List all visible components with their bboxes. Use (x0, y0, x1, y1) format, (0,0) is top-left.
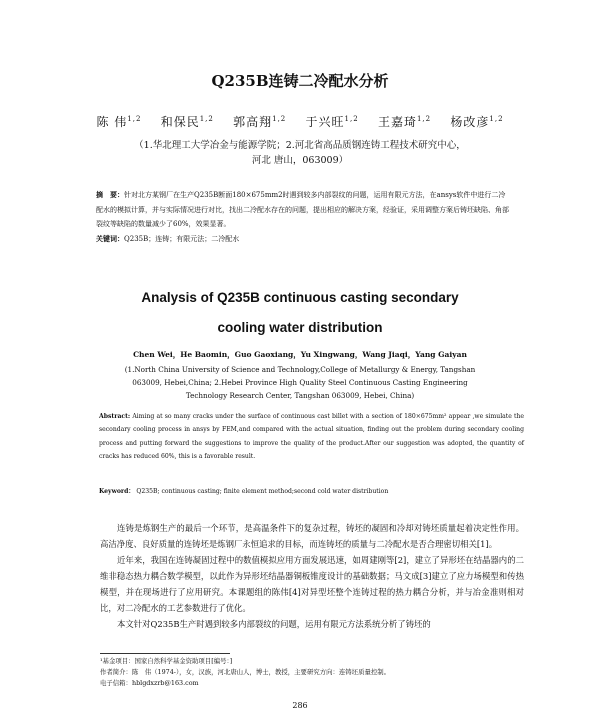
cn-affiliation-line: （1.华北理工大学冶金与能源学院；2.河北省高品质钢连铸工程技术研究中心， (134, 140, 466, 151)
cn-abstract-text: 针对北方某钢厂在生产Q235B断面180×675mm2时遇到较多内部裂纹的问题，运用有限元方法，在ansys软件中进行二冷配水的模拟计算，并与实际情况进行对比，找出二冷配水存在的问题，提出相应的解决方案，经验证，采用调整方案后铸坯缺陷、角部裂纹等缺陷的数量减少了60%，效果显著。 (96, 191, 509, 228)
cn-author: 于兴旺$^{1,2}$ (305, 115, 359, 129)
footnote-email: 电子信箱：hblgdxzrb@163.com (100, 679, 199, 687)
cn-keywords-text: Q235B；连铸；有限元法；二冷配水 (124, 234, 240, 243)
cn-abstract-body (96, 188, 510, 232)
en-affiliation-line: 063009, Hebei,China; 2.Hebei Province High Quality Steel Continuous Casting Engineering (132, 378, 468, 387)
body-paragraph: 本文针对Q235B生产时遇到较多内部裂纹的问题，运用有限元方法系统分析了铸坯的 (117, 619, 431, 629)
cn-abstract (96, 188, 510, 246)
body-paragraph: 连铸是炼钢生产的最后一个环节，是高温条件下的复杂过程，铸坯的凝固和冷却对铸坯质量起着决定性作用。高洁净度、良好质量的连铸坯是炼钢厂永恒追求的目标，而连铸坯的质量与二冷配水是否合理密切相关[1]。 (100, 523, 524, 549)
cn-keywords (96, 232, 510, 247)
cn-abstract-label: 摘 要： (96, 190, 124, 199)
footnote-author-bio: 作者简介：陈 伟（1974-），女，汉族，河北唐山人，博士，教授，主要研究方向：连铸坯质量控制。 (100, 668, 391, 676)
cn-title: Q235B连铸二冷配水分析 (211, 72, 389, 90)
en-abstract-text: Aiming at so many cracks under the surface of continuous cast billet with a section of 180×675mm² appear ,we simulate the secondary cooling process in ansys by FEM,and compared with the actual situation, finding out the problem during secondary cooling process and putting forward the suggestions to improve the quality of the product.After our suggestion was adopted, the quantity of cracks has reduced 60%, this is a favorable result. (99, 413, 525, 461)
cn-keywords-label: 关键词： (96, 233, 124, 243)
en-keywords-label: Keyword： (99, 488, 135, 495)
cn-author: 陈 伟$^{1,2}$ (96, 115, 142, 129)
en-abstract-label: Abstract: (99, 413, 131, 420)
en-affiliation (88, 363, 512, 402)
en-abstract (99, 410, 524, 464)
cn-author: 杨改彦$^{1,2}$ (450, 115, 504, 129)
cn-author: 郭高翔$^{1,2}$ (233, 115, 287, 129)
body-text (100, 520, 524, 632)
cn-author-list (40, 113, 560, 130)
cn-affiliation (60, 138, 540, 168)
en-keywords-text: Q235B; continuous casting; finite element method;second cold water distribution (136, 488, 389, 495)
en-authors: Chen Wei，He Baomin，Guo Gaoxiang，Yu Xingwang，Wang Jiaqi，Yang Gaiyan (133, 350, 467, 359)
en-title (0, 283, 600, 343)
page-number: 286 (292, 701, 308, 710)
en-title-line: Analysis of Q235B continuous casting secondary (141, 290, 459, 305)
footnote-funding: ¹基金项目：国家自然科学基金资助项目[编号：] (100, 657, 233, 665)
en-affiliation-line: (1.North China University of Science and Technology,College of Metallurgy & Energy, Tangshan (124, 365, 476, 374)
footnote (100, 656, 530, 689)
en-keywords (99, 486, 524, 495)
en-title-line: cooling water distribution (217, 320, 383, 335)
footnote-rule (100, 653, 230, 654)
body-paragraph: 近年来，我国在连铸凝固过程中的数值模拟应用方面发展迅速，如周建刚等[2]，建立了异形坯在结晶器内的二维非稳态热力耦合数学模型，以此作为异形坯结晶器铜板锥度设计的基础数据；马文成[3]建立了应力场模型和传热模型，并在现场进行了应用研究。本课题组的陈伟[4]对异型坯整个连铸过程的热力耦合分析，并与冶金准则相对比，对二冷配水的工艺参数进行了优化。 (100, 555, 524, 613)
cn-author: 王嘉琦$^{1,2}$ (377, 115, 432, 129)
en-affiliation-line: Technology Research Center, Tangshan 063009, Hebei, China) (185, 391, 415, 400)
cn-author: 和保民$^{1,2}$ (160, 115, 214, 129)
cn-affiliation-line: 河北 唐山，063009） (251, 155, 349, 166)
